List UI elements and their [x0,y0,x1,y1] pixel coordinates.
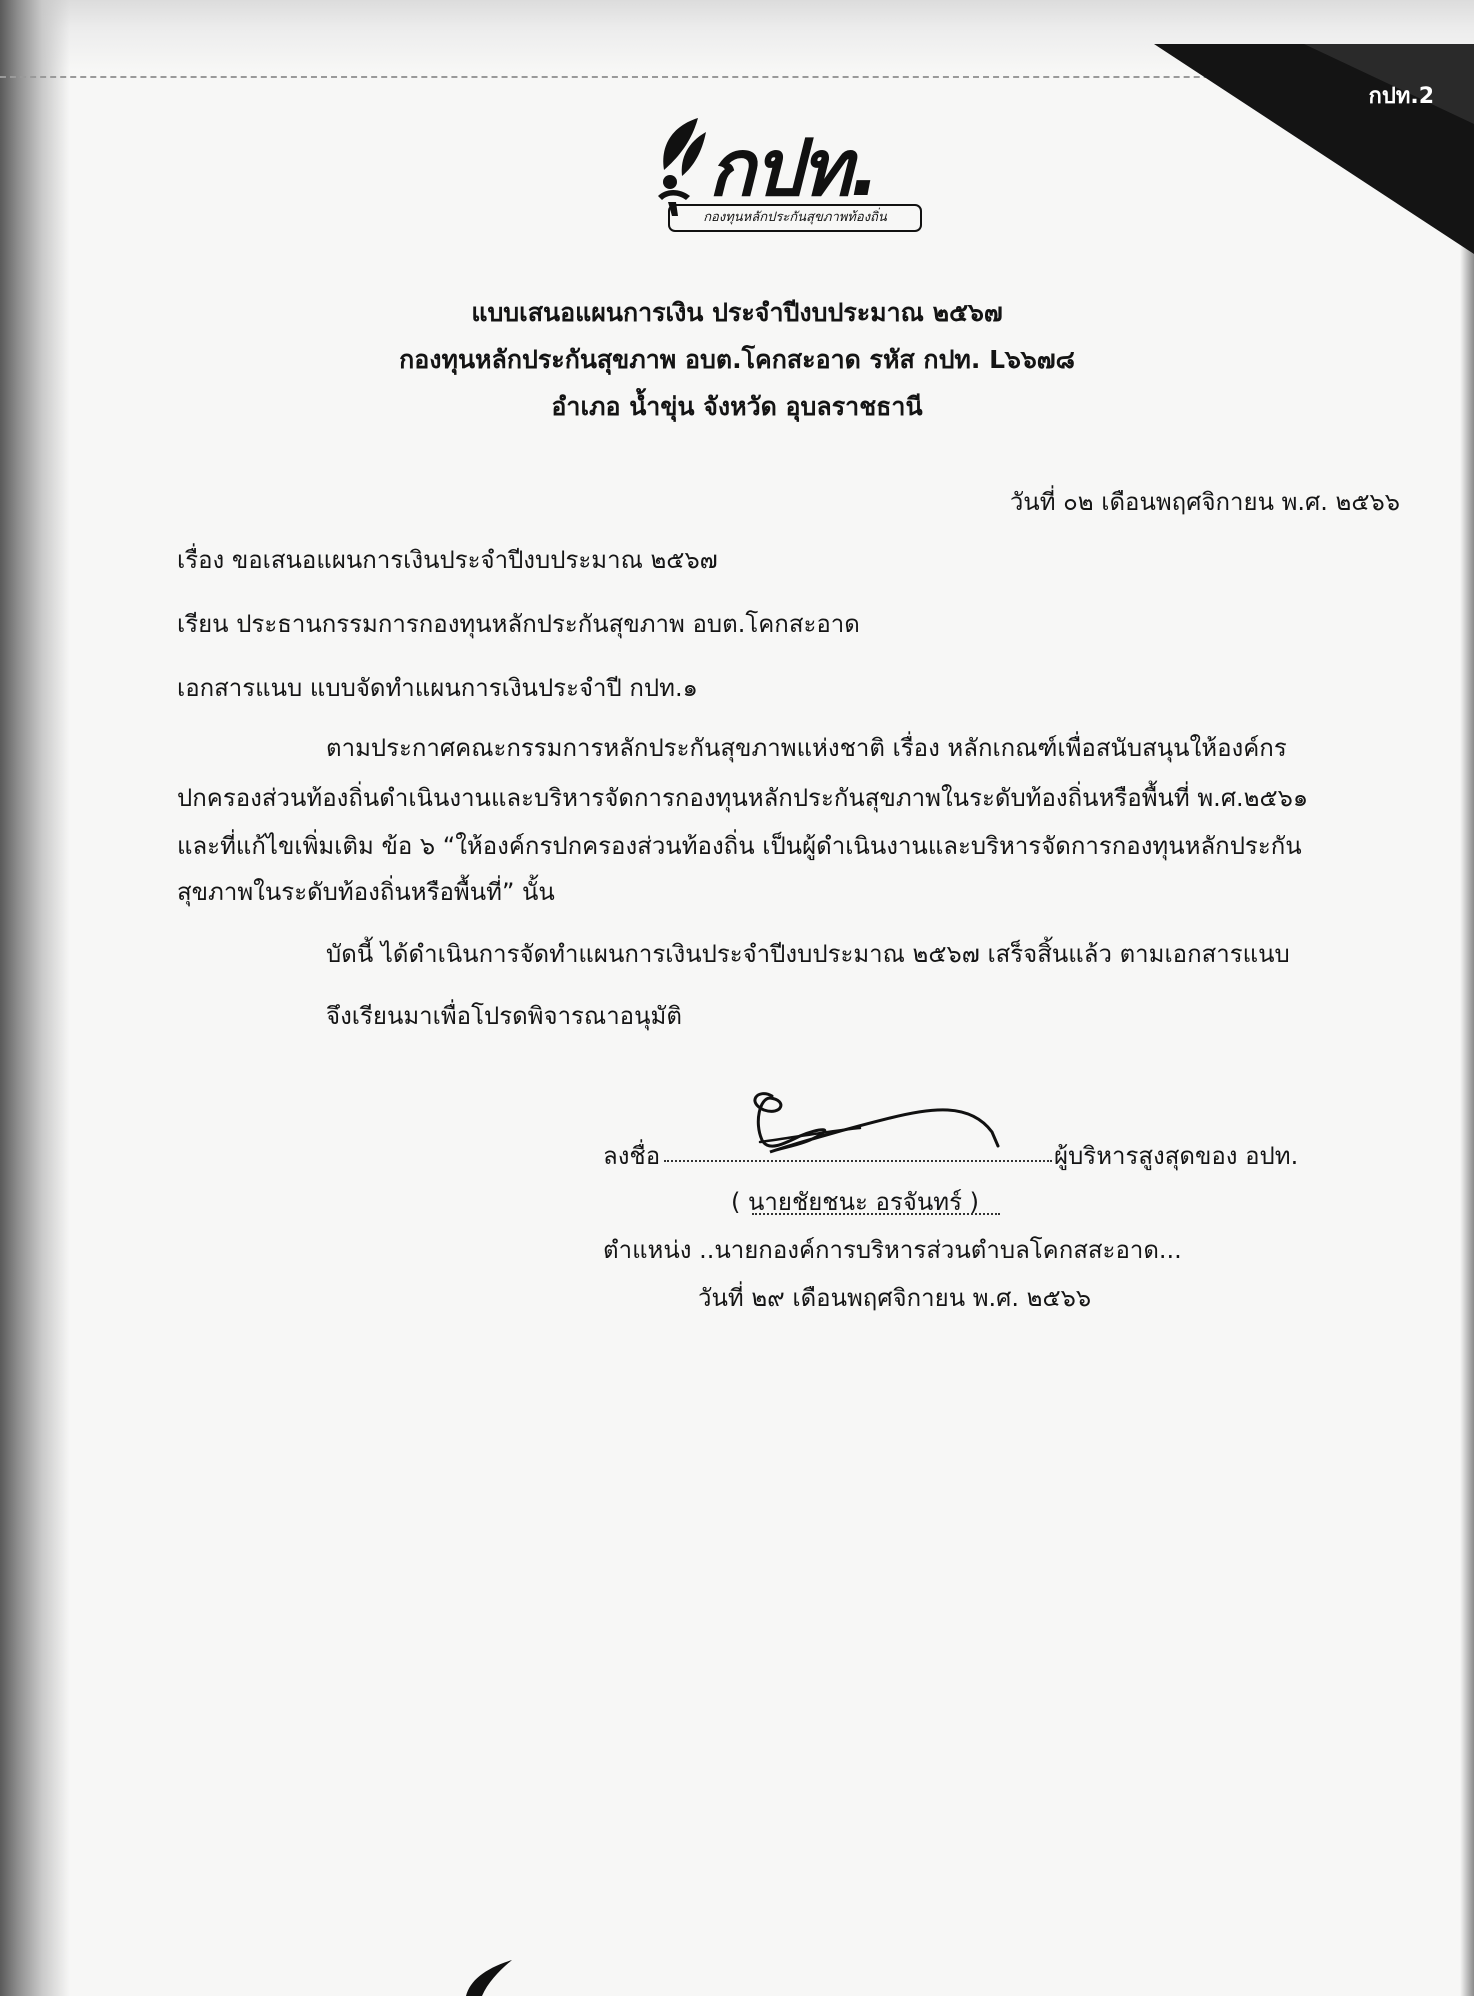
body-paragraph-1-line-4: สุขภาพในระดับท้องถิ่นหรือพื้นที่” นั้น [177,878,555,906]
attachment-line: เอกสารแนบ แบบจัดทำแผนการเงินประจำปี กปท.๑ [177,674,698,702]
signature-date: วันที่ ๒๙ เดือนพฤศจิกายน พ.ศ. ๒๕๖๖ [698,1284,1092,1312]
recipient-line: เรียน ประธานกรรมการกองทุนหลักประกันสุขภาพ อบต.โคกสะอาด [177,610,860,638]
handwritten-signature [740,1082,1010,1172]
form-code-tab [1154,44,1474,254]
name-dotted-line [752,1213,1000,1215]
signer-position: ตำแหน่ง ..นายกองค์การบริหารส่วนตำบลโคกสสะอาด... [603,1236,1182,1264]
sign-label: ลงชื่อ [603,1142,661,1170]
title-line-3: อำเภอ น้ำขุ่น จังหวัด อุบลราชธานี [551,392,923,421]
logo-wordmark: กปท. [708,124,878,214]
body-paragraph-1-line-2: ปกครองส่วนท้องถิ่นดำเนินงานและบริหารจัดการกองทุนหลักประกันสุขภาพในระดับท้องถิ่นหรือพื้นที่ พ.ศ.๒๕๖๑ [177,784,1309,812]
fund-logo [650,108,930,238]
body-paragraph-3: จึงเรียนมาเพื่อโปรดพิจารณาอนุมัติ [326,1002,682,1030]
subject-line: เรื่อง ขอเสนอแผนการเงินประจำปีงบประมาณ ๒๕๖๗ [177,546,718,574]
signer-role: ผู้บริหารสูงสุดของ อปท. [1054,1142,1299,1170]
body-paragraph-1-line-3: และที่แก้ไขเพิ่มเติม ข้อ ๖ “ให้องค์กรปกครองส่วนท้องถิ่น เป็นผู้ดำเนินงานและบริหารจัดการกองทุนหลักประกัน [177,832,1302,860]
top-divider [0,76,1300,78]
body-paragraph-1-line-1: ตามประกาศคณะกรรมการหลักประกันสุขภาพแห่งชาติ เรื่อง หลักเกณฑ์เพื่อสนับสนุนให้องค์กร [326,734,1287,762]
form-code-label: กปท.2 [1368,84,1434,109]
logo-subtitle: กองทุนหลักประกันสุขภาพท้องถิ่น [668,204,922,232]
title-line-1: แบบเสนอแผนการเงิน ประจำปีงบประมาณ ๒๕๖๗ [471,298,1003,327]
signer-name: ( นายชัยชนะ อรจันทร์ ) [731,1188,979,1216]
logo-fragment-icon [456,1960,526,1996]
letter-date: วันที่ ๐๒ เดือนพฤศจิกายน พ.ศ. ๒๕๖๖ [1009,488,1400,516]
signature-dotted-line [664,1160,1052,1162]
body-paragraph-2: บัดนี้ ได้ดำเนินการจัดทำแผนการเงินประจำปีงบประมาณ ๒๕๖๗ เสร็จสิ้นแล้ว ตามเอกสารแนบ [326,940,1290,968]
title-line-2: กองทุนหลักประกันสุขภาพ อบต.โคกสะอาด รหัส กปท. L๖๖๗๘ [399,345,1075,374]
